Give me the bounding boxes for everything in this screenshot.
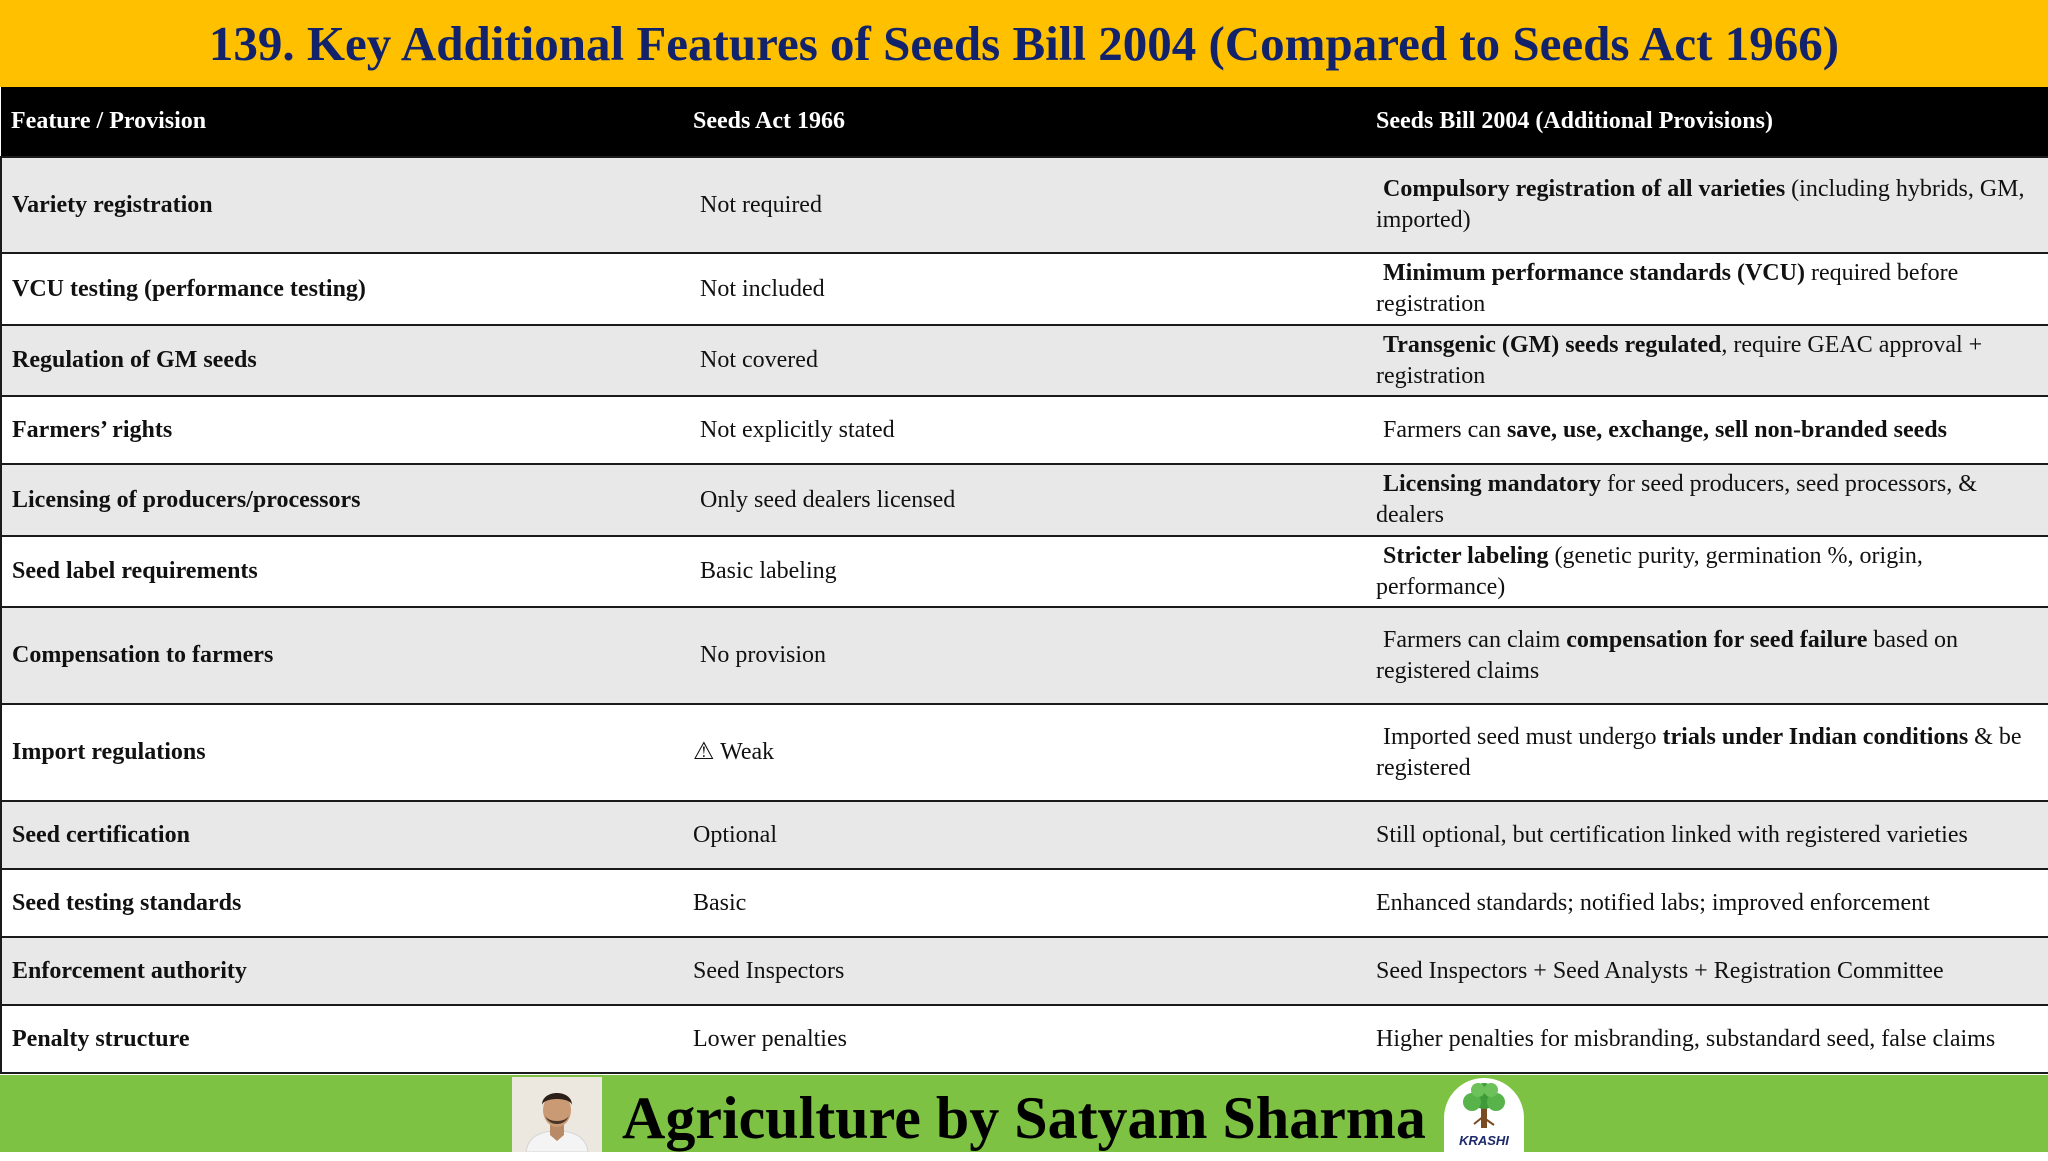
table-row [1,801,2048,869]
comparison-table [0,87,2048,1074]
bill-2004-text: Farmers can claim [1383,626,1567,653]
bill-2004-cell: Higher penalties for misbranding, substandard seed, false claims [1366,1005,2048,1073]
bill-2004-bold: Stricter labeling [1383,542,1549,569]
bill-2004-bold: save, use, exchange, sell non-branded seeds [1506,416,1947,443]
feature-cell: Licensing of producers/processors [1,464,683,536]
table-row [1,607,2048,704]
header-bill-2004: Seeds Bill 2004 (Additional Provisions) [1376,108,1773,134]
bill-2004-text: Imported seed must undergo [1383,723,1663,750]
bill-2004-cell [1366,253,2048,325]
feature-cell: Seed testing standards [1,869,683,937]
act-1966-cell: Seed Inspectors [683,937,1366,1005]
bill-2004-cell: Enhanced standards; notified labs; improved enforcement [1366,869,2048,937]
table-row [1,869,2048,937]
table-row [1,157,2048,253]
feature-cell: Enforcement authority [1,937,683,1005]
bill-2004-bold: trials under Indian conditions [1662,723,1969,750]
bill-2004-bold: compensation for seed failure [1566,626,1868,653]
feature-cell: Penalty structure [1,1005,683,1073]
table-row [1,937,2048,1005]
act-1966-cell: Only seed dealers licensed [683,464,1366,536]
table-row [1,325,2048,396]
bill-2004-text: & be registered [1376,723,2022,781]
table-row [1,396,2048,464]
table-row [1,1005,2048,1073]
bill-2004-bold: Compulsory registration of all varieties [1383,176,1786,202]
footer-bar [0,1075,2048,1152]
act-1966-cell: Not included [683,253,1366,325]
feature-cell: Farmers’ rights [1,396,683,464]
table-row [1,536,2048,607]
feature-cell: Variety registration [1,157,683,253]
feature-cell: Import regulations [1,704,683,801]
act-1966-cell: Not covered [683,325,1366,396]
table-row [1,464,2048,536]
title-bar [0,0,2048,87]
act-1966-cell: Not required [683,157,1366,253]
bill-2004-text: (including hybrids, GM, imported) [1376,176,2025,233]
bill-2004-text: , require GEAC approval + registration [1376,331,1983,389]
bill-2004-bold: Transgenic (GM) seeds regulated [1383,331,1722,358]
feature-cell: Seed certification [1,801,683,869]
act-1966-cell: Basic labeling [683,536,1366,607]
feature-cell: Compensation to farmers [1,607,683,704]
bill-2004-text: Farmers can [1383,416,1507,443]
bill-2004-cell [1366,704,2048,801]
bill-2004-cell [1366,157,2048,253]
bill-2004-cell: Still optional, but certification linked with registered varieties [1366,801,2048,869]
table-row [1,253,2048,325]
author-photo [512,1077,602,1152]
footer-title: Agriculture by Satyam Sharma [622,1085,1426,1151]
bill-2004-bold: Minimum performance standards (VCU) [1383,260,1805,286]
page-title: 139. Key Additional Features of Seeds Bill 2004 (Compared to Seeds Act 1966) [208,16,1840,71]
table-header-row [1,87,2048,157]
bill-2004-text: required before registration [1376,260,1959,317]
bill-2004-text: (genetic purity, germination %, origin, performance) [1376,542,1923,600]
act-1966-cell: Optional [683,801,1366,869]
logo-text: KRASHI [1459,1133,1509,1148]
act-1966-cell: ⚠ Weak [683,704,1366,801]
bill-2004-cell [1366,536,2048,607]
bill-2004-cell [1366,607,2048,704]
feature-cell: Seed label requirements [1,536,683,607]
bill-2004-cell [1366,464,2048,536]
header-feature: Feature / Provision [11,108,207,134]
bill-2004-cell [1366,396,2048,464]
krashi-logo [1444,1078,1524,1152]
bill-2004-cell [1366,325,2048,396]
feature-cell: VCU testing (performance testing) [1,253,683,325]
act-1966-cell: No provision [683,607,1366,704]
header-act-1966: Seeds Act 1966 [693,108,845,134]
bill-2004-cell: Seed Inspectors + Seed Analysts + Registration Committee [1366,937,2048,1005]
bill-2004-bold: Licensing mandatory [1383,471,1602,497]
bill-2004-text: for seed producers, seed processors, & dealers [1376,471,1977,528]
act-1966-cell: Lower penalties [683,1005,1366,1073]
feature-cell: Regulation of GM seeds [1,325,683,396]
act-1966-cell: Basic [683,869,1366,937]
act-1966-cell: Not explicitly stated [683,396,1366,464]
bill-2004-text: based on registered claims [1376,626,1959,684]
table-row [1,704,2048,801]
